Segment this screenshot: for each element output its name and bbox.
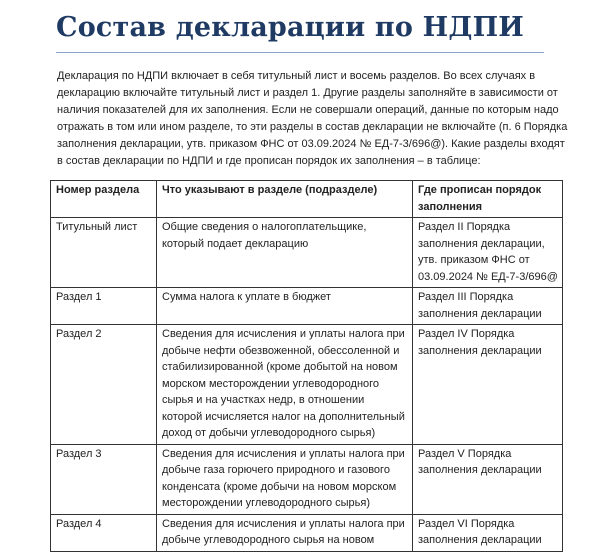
table-cell (51, 288, 157, 325)
cell-line: Сумма налога к уплате в бюджет (162, 291, 331, 303)
header-line: Номер раздела (56, 184, 140, 196)
title-divider (56, 52, 544, 53)
table-cell (51, 444, 157, 514)
cell-line: конденсата (кроме добычи на новом морском (162, 480, 397, 493)
table-row (51, 514, 563, 551)
cell-line: заполнения декларации (418, 534, 542, 546)
sections-table (50, 180, 563, 552)
header-line: Где прописан порядок (418, 184, 542, 196)
paragraph-line: в состав декларации по НДПИ и где прописан порядок их заполнения – в таблице: (57, 155, 481, 167)
paragraph-line: декларацию включайте титульный лист и раздел 1. Другие разделы заполняйте в зависимости от (57, 87, 558, 99)
table-cell (51, 514, 157, 551)
cell-line: Раздел IV Порядка (418, 328, 515, 340)
cell-line: которой исчисляется налог на дополнительный (162, 410, 405, 423)
table-cell (51, 218, 157, 288)
cell-line: добыче газа горючего природного и газового (162, 464, 390, 476)
cell-line: Раздел 2 (56, 328, 102, 340)
cell-line: Раздел V Порядка (418, 447, 512, 460)
table-row (51, 288, 563, 325)
table-cell (413, 218, 563, 288)
cell-line: добыче нефти обезвоженной, обессоленной и (162, 344, 400, 357)
cell-line: сырья и на участках недр, в отношении (162, 394, 365, 406)
cell-line: заполнения декларации (418, 344, 542, 357)
column-header (51, 181, 157, 218)
cell-line: Сведения для исчисления и уплаты налога при (162, 517, 405, 530)
table-cell (413, 325, 563, 445)
cell-line: Раздел II Порядка (418, 221, 511, 233)
column-header (413, 181, 563, 218)
header-line: заполнения (418, 200, 483, 213)
intro-paragraph (57, 68, 567, 170)
cell-line: 03.09.2024 № ЕД-7-3/696@ (418, 270, 558, 283)
cell-line: морском месторождении углеводородного (162, 377, 380, 390)
cell-line: заполнения декларации (418, 307, 542, 320)
header-line: Что указывают в разделе (подразделе) (162, 184, 378, 196)
cell-line: Сведения для исчисления и уплаты налога при (162, 328, 405, 340)
cell-line: добыче углеводородного сырья на новом (162, 534, 375, 546)
cell-line: Общие сведения о налогоплательщике, (162, 221, 367, 233)
paragraph-line: отражать в том или ином разделе, то эти разделы в состав декларации не включайте (п. 6 Порядка (57, 121, 568, 133)
table-cell (413, 444, 563, 514)
cell-line: заполнения декларации, (418, 237, 545, 250)
cell-line: доход от добычи углеводородного сырья) (162, 427, 376, 439)
paragraph-line: наличия показателей для их заполнения. Если не совершали операций, данные по которым надо (57, 104, 559, 116)
table-cell (51, 325, 157, 445)
cell-line: утв. приказом ФНС от (418, 254, 530, 266)
table-row (51, 325, 563, 445)
paragraph-line: Декларация по НДПИ включает в себя титульный лист и восемь разделов. Во всех случаях в (57, 70, 536, 82)
table-cell (157, 444, 413, 514)
cell-line: Титульный лист (56, 221, 138, 233)
cell-line: месторождении углеводородного сырья) (162, 497, 371, 509)
cell-line: Раздел III Порядка (418, 291, 514, 303)
cell-line: Раздел 3 (56, 447, 102, 460)
cell-line: который подает декларацию (162, 237, 309, 250)
table-cell (157, 288, 413, 325)
table-cell (413, 514, 563, 551)
paragraph-line: заполнения декларации, утв. приказом ФНС от 03.09.2024 № ЕД-7-3/696@). Какие разделы входят (57, 138, 565, 150)
table-cell (157, 514, 413, 551)
table-row (51, 444, 563, 514)
cell-line: Сведения для исчисления и уплаты налога при (162, 447, 405, 460)
table-cell (157, 325, 413, 445)
cell-line: Раздел 4 (56, 517, 102, 530)
column-header (157, 181, 413, 218)
cell-line: стабилизированной (кроме добытой на новом (162, 361, 398, 373)
table-cell (413, 288, 563, 325)
page-title: Состав декларации по НДПИ (56, 12, 524, 43)
cell-line: заполнения декларации (418, 464, 542, 476)
table-row (51, 218, 563, 288)
table-cell (157, 218, 413, 288)
table-header-row (51, 181, 563, 218)
cell-line: Раздел VI Порядка (418, 517, 515, 530)
cell-line: Раздел 1 (56, 291, 102, 303)
